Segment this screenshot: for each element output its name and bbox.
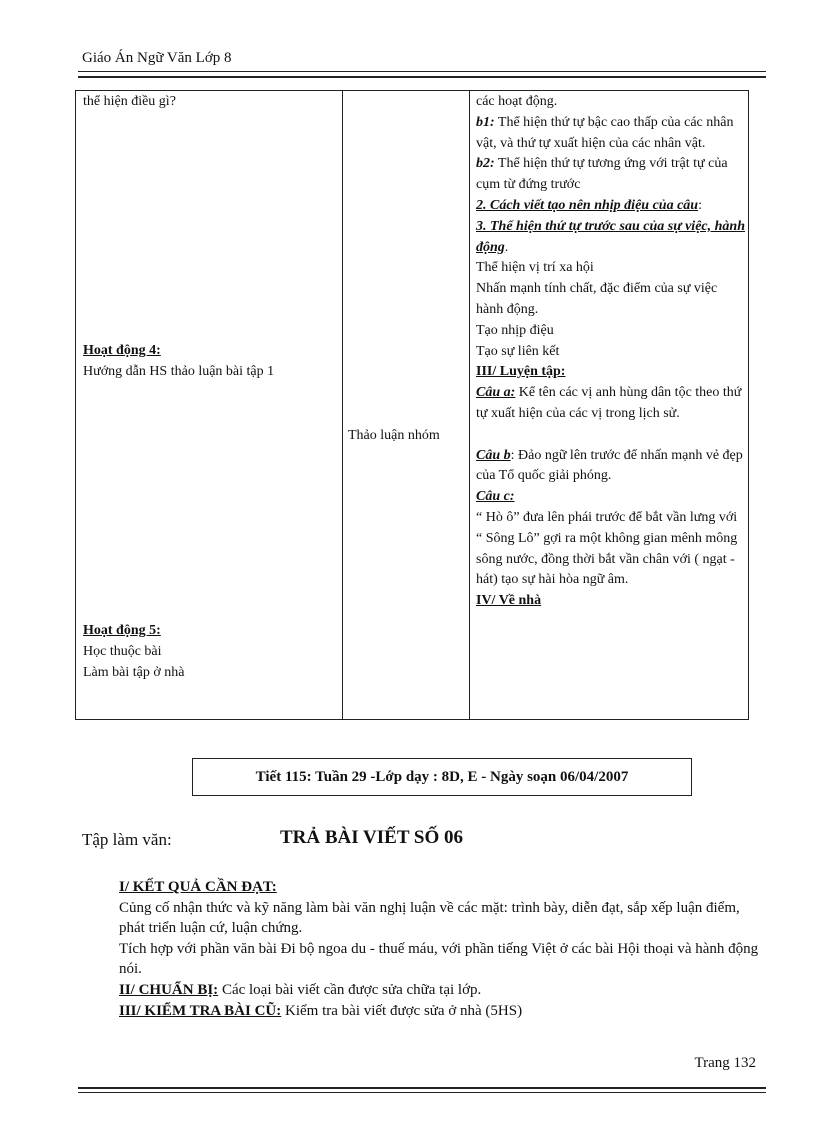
heading-3-tail: . (504, 239, 509, 255)
b1-label: b1: (476, 114, 495, 130)
body-prep (82, 980, 762, 1001)
col3-line-b: Nhấn mạnh tính chất, đặc điểm của sự việc hành động. (476, 281, 718, 317)
question-a (476, 383, 746, 425)
activity-5-line1: Học thuộc bài (83, 643, 162, 659)
section-label: Tập làm văn: (82, 830, 172, 849)
lesson-table (75, 90, 749, 720)
col3-content (476, 92, 746, 612)
lesson-info-box: Tiết 115: Tuần 29 -Lớp dạy : 8D, E - Ngày soạn 06/04/2007 (192, 758, 692, 796)
question-a-text: Kể tên các vị anh hùng dân tộc theo thứ tự xuất hiện của các vị trong lịch sử. (476, 385, 742, 421)
body-heading-3: III/ KIỂM TRA BÀI CŨ: (119, 1002, 282, 1019)
heading-2: 2. Cách viết tạo nên nhịp điệu của câu (476, 197, 699, 213)
activity-4 (83, 341, 338, 383)
activity-5 (83, 621, 338, 683)
col1-top-text: thể hiện điều gì? (83, 94, 176, 109)
homework-heading: IV/ Về nhà (476, 593, 542, 609)
activity-5-title: Hoạt động 5: (83, 623, 161, 638)
table-divider-1 (342, 91, 343, 719)
body-para-1: Củng cố nhận thức và kỹ năng làm bài văn nghị luận về các mặt: trình bày, diễn đạt, sắp xếp luận điểm, phát triển luận cứ, luận chứng. (119, 899, 740, 937)
activity-4-text: Hướng dẫn HS thảo luận bài tập 1 (83, 363, 275, 379)
page-header-title: Giáo Án Ngữ Văn Lớp 8 (82, 50, 232, 66)
footer-rule-thick (78, 1087, 766, 1089)
col3-line-0: các hoạt động. (476, 94, 558, 109)
body-heading-2: II/ CHUẨN BỊ: (119, 981, 219, 998)
b2-label: b2: (476, 156, 495, 172)
col3-heading-2 (476, 196, 746, 217)
activity-4-title: Hoạt động 4: (83, 343, 161, 358)
body-check (82, 1001, 762, 1022)
question-b-text: : Đảo ngữ lên trước để nhấn mạnh vẻ đẹp của Tổ quốc giải phóng. (476, 447, 743, 484)
col3-line-d: Tạo sự liên kết (476, 343, 560, 359)
body-para-4: Kiểm tra bài viết được sửa ở nhà (5HS) (281, 1002, 523, 1019)
b1-text: Thể hiện thứ tự bậc cao thấp của các nhân vật, và thứ tự xuất hiện của các nhân vật. (476, 114, 734, 151)
header-rule-thin (78, 71, 766, 72)
table-divider-2 (469, 91, 470, 719)
col3-line-c: Tạo nhịp điệu (476, 322, 554, 338)
question-a-label: Câu a: (476, 385, 516, 401)
question-b-label: Câu b (476, 447, 511, 463)
activity-5-line2: Làm bài tập ở nhà (83, 664, 185, 680)
body-para-3: Các loại bài viết cần được sửa chữa tại lớp. (218, 981, 482, 998)
question-b (476, 446, 746, 488)
question-c-label: Câu c: (476, 489, 515, 505)
practice-heading: III/ Luyện tập: (476, 364, 566, 380)
col3-heading-3 (476, 217, 746, 259)
lesson-body (82, 877, 762, 1021)
col3-b1 (476, 113, 746, 155)
body-heading-1: I/ KẾT QUẢ CẦN ĐẠT: (119, 879, 277, 895)
footer-rule-thin (78, 1092, 766, 1093)
question-c-text: “ Hò ô” đưa lên phái trước để bắt vần lưng với “ Sông Lô” gợi ra một không gian mênh mông sông nước, đồng thời bắt vần chân với ( ngạt - hát) tạo sự hài hòa ngữ âm. (476, 509, 738, 588)
col2-method: Thảo luận nhóm (348, 428, 440, 443)
section-title: TRẢ BÀI VIẾT SỐ 06 (280, 827, 464, 848)
page-number: Trang 132 (694, 1055, 756, 1071)
b2-text: Thể hiện thứ tự tương ứng với trật tự của cụm từ đứng trước (476, 156, 728, 193)
header-rule-thick (78, 76, 766, 78)
heading-2-tail: : (698, 197, 702, 213)
question-c (476, 487, 746, 508)
heading-3: 3. Thể hiện thứ tự trước sau của sự việc, hành động (476, 218, 745, 255)
col3-b2 (476, 154, 746, 196)
col3-line-a: Thể hiện vị trí xa hội (476, 260, 594, 276)
body-para-2: Tích hợp với phần văn bài Đi bộ ngoa du - thuế máu, với phần tiếng Việt ở các bài Hội thoại và hành động nói. (119, 940, 759, 978)
